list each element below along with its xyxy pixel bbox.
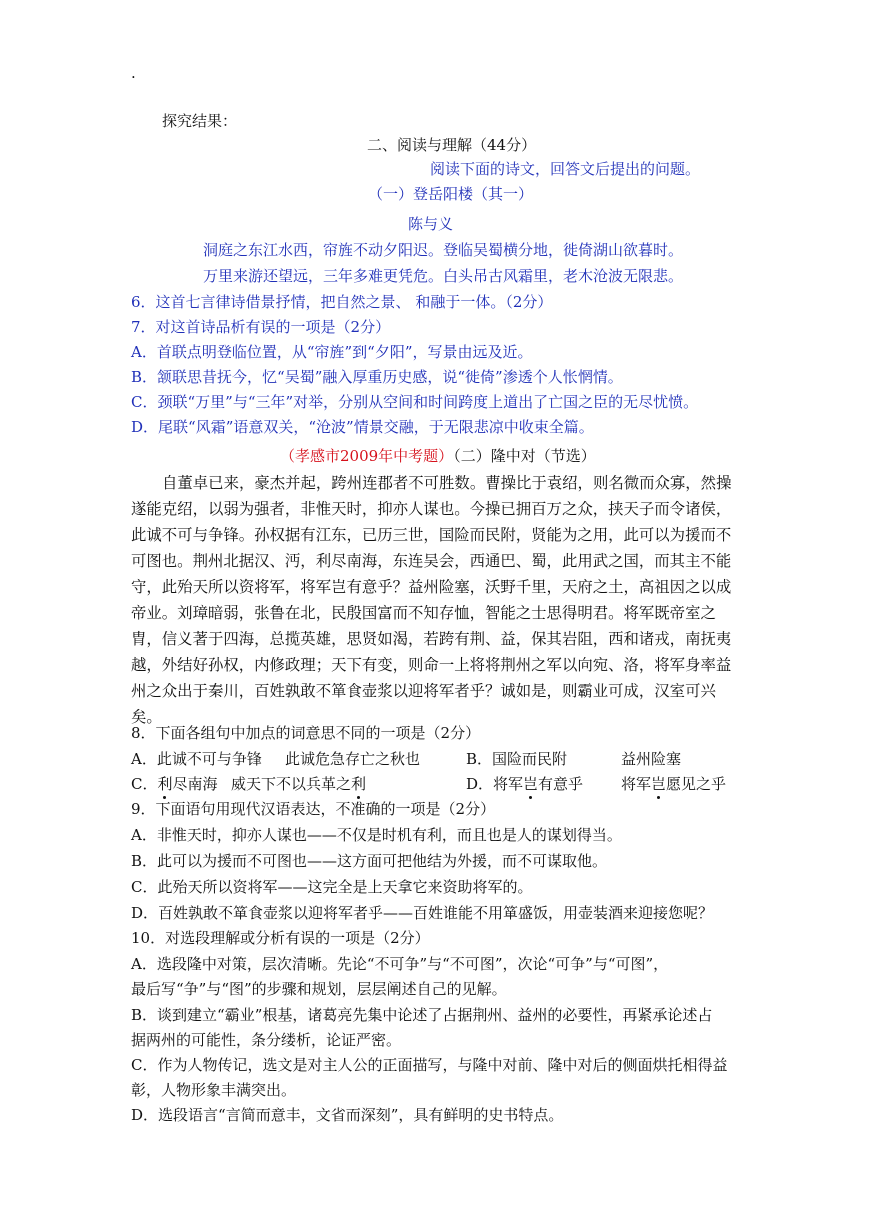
passage-source: （孝感市2009年中考题） — [280, 447, 454, 465]
question-9-option-a: A．非惟天时，抑亦人谋也——不仅是时机有利，而且也是人的谋划得当。 — [131, 826, 622, 844]
question-10-option-a-1: A．选段隆中对策，层次清晰。先论“不可争”与“不可图”，次论“可争”与“可图”， — [131, 955, 669, 973]
passage-line: 可图也。荆州北据汉、沔，利尽南海，东连吴会，西通巴、蜀，此用武之国，而其主不能 — [131, 552, 732, 570]
question-8: 8．下面各组句中加点的词意思不同的一项是（2分） — [131, 724, 481, 742]
question-8-option-b-2: 益州险塞 — [621, 750, 682, 768]
question-7-option-a: A．首联点明登临位置，从“帘旌”到“夕阳”，写景由远及近。 — [131, 343, 533, 361]
passage-line: 守，此殆天所以资将军，将军岂有意乎？益州险塞，沃野千里，天府之土，高祖因之以成 — [131, 578, 732, 596]
question-9-option-c: C．此殆天所以资将军——这完全是上天拿它来资助将军的。 — [131, 878, 533, 896]
top-mark: . — [131, 64, 136, 82]
poem-line-2: 万里来游还望远，三年多难更凭危。白头吊古风霜里，老木沧波无限悲。 — [203, 267, 684, 285]
question-10-option-b-1: B．谈到建立“霸业”根基，诸葛亮先集中论述了占据荆州、益州的必要性，再紧承论述占 — [131, 1006, 713, 1024]
passage-line: 遂能克绍，以弱为强者，非惟天时，抑亦人谋也。今操已拥百万之众，挟天子而令诸侯， — [131, 500, 732, 518]
emphasis-dot-char: 利 — [351, 775, 367, 793]
question-7-option-d: D．尾联“风霜”语意双关，“沧波”情景交融，于无限悲凉中收束全篇。 — [131, 418, 594, 436]
question-9-option-b: B．此可以为援而不可图也——这方面可把他结为外援，而不可谋取他。 — [131, 852, 608, 870]
question-7: 7．对这首诗品析有误的一项是（2分） — [131, 318, 391, 336]
question-10-option-c-2: 彰，人物形象丰满突出。 — [131, 1081, 297, 1099]
poem-author: 陈与义 — [408, 215, 454, 233]
passage-title: （二）隆中对（节选） — [453, 447, 596, 465]
passage-heading — [280, 445, 596, 467]
result-label: 探究结果： — [162, 112, 238, 130]
question-8-option-d-2: 将军岂愿见之乎 — [621, 775, 727, 793]
question-7-option-b: B．颔联思昔抚今，忆“吴蜀”融入厚重历史感，说“徙倚”渗透个人怅惘情。 — [131, 368, 623, 386]
passage-line: 越，外结好孙权，内修政理；天下有变，则命一上将将荆州之军以向宛、洛，将军身率益 — [131, 656, 732, 674]
question-8-option-c-1: C．利尽南海 — [131, 775, 218, 793]
question-9: 9．下面语句用现代汉语表达，不准确的一项是（2分） — [131, 800, 496, 818]
question-10-option-b-2: 据两州的可能性，条分缕析，论证严密。 — [131, 1031, 402, 1049]
question-8-option-a-1: A．此诚不可与争锋 — [131, 750, 262, 768]
question-8-option-d-1: D．将军岂有意乎 — [466, 775, 584, 793]
question-10: 10．对选段理解或分析有误的一项是（2分） — [131, 929, 430, 947]
emphasis-dot-char: 利 — [157, 775, 173, 793]
question-7-option-c: C．颈联“万里”与“三年”对举，分别从空间和时间跨度上道出了亡国之臣的无尽忧愤。 — [131, 393, 699, 411]
question-10-option-a-2: 最后写“争”与“图”的步骤和规划，层层阐述自己的见解。 — [131, 980, 507, 998]
emphasis-dot-char: 岂 — [523, 775, 539, 793]
passage-line: 矣。 — [131, 708, 162, 726]
question-9-option-d: D．百姓孰敢不箪食壶浆以迎将军者乎——百姓谁能不用箪盛饭，用壶装酒来迎接您呢？ — [131, 904, 714, 922]
section-title: 二、阅读与理解（44分） — [367, 136, 537, 154]
passage-line: 胄，信义著于四海，总揽英雄，思贤如渴，若跨有荆、益，保其岩阻，西和诸戎，南抚夷 — [131, 630, 732, 648]
question-6: 6．这首七言律诗借景抒情，把自然之景、 和融于一体。（2分） — [131, 293, 553, 311]
poem-title: （一）登岳阳楼（其一） — [368, 185, 534, 203]
question-8-option-a-2: 此诚危急存亡之秋也 — [285, 750, 421, 768]
passage-line: 此诚不可与争锋。孙权据有江东，已历三世，国险而民附，贤能为之用，此可以为援而不 — [131, 526, 732, 544]
passage-line: 自董卓已来，豪杰并起，跨州连郡者不可胜数。曹操比于袁绍，则名微而众寡，然操 — [162, 474, 732, 492]
question-10-option-d: D．选段语言“言简而意丰，文省而深刻”，具有鲜明的史书特点。 — [131, 1106, 564, 1124]
question-10-option-c-1: C．作为人物传记，选文是对主人公的正面描写，与隆中对前、隆中对后的侧面烘托相得益 — [131, 1056, 728, 1074]
poem-line-1: 洞庭之东江水西，帘旌不动夕阳迟。登临吴蜀横分地，徙倚湖山欲暮时。 — [203, 241, 684, 259]
question-8-option-b-1: B．国险而民附 — [466, 750, 568, 768]
poem-instruction: 阅读下面的诗文，回答文后提出的问题。 — [430, 160, 701, 178]
passage-line: 帝业。刘璋暗弱，张鲁在北，民殷国富而不知存恤，智能之士思得明君。将军既帝室之 — [131, 604, 716, 622]
question-8-option-c-2: 威天下不以兵革之利 — [231, 775, 367, 793]
passage-line: 州之众出于秦川，百姓孰敢不箪食壶浆以迎将军者乎？诚如是，则霸业可成，汉室可兴 — [131, 682, 716, 700]
emphasis-dot-char: 岂 — [651, 775, 667, 793]
